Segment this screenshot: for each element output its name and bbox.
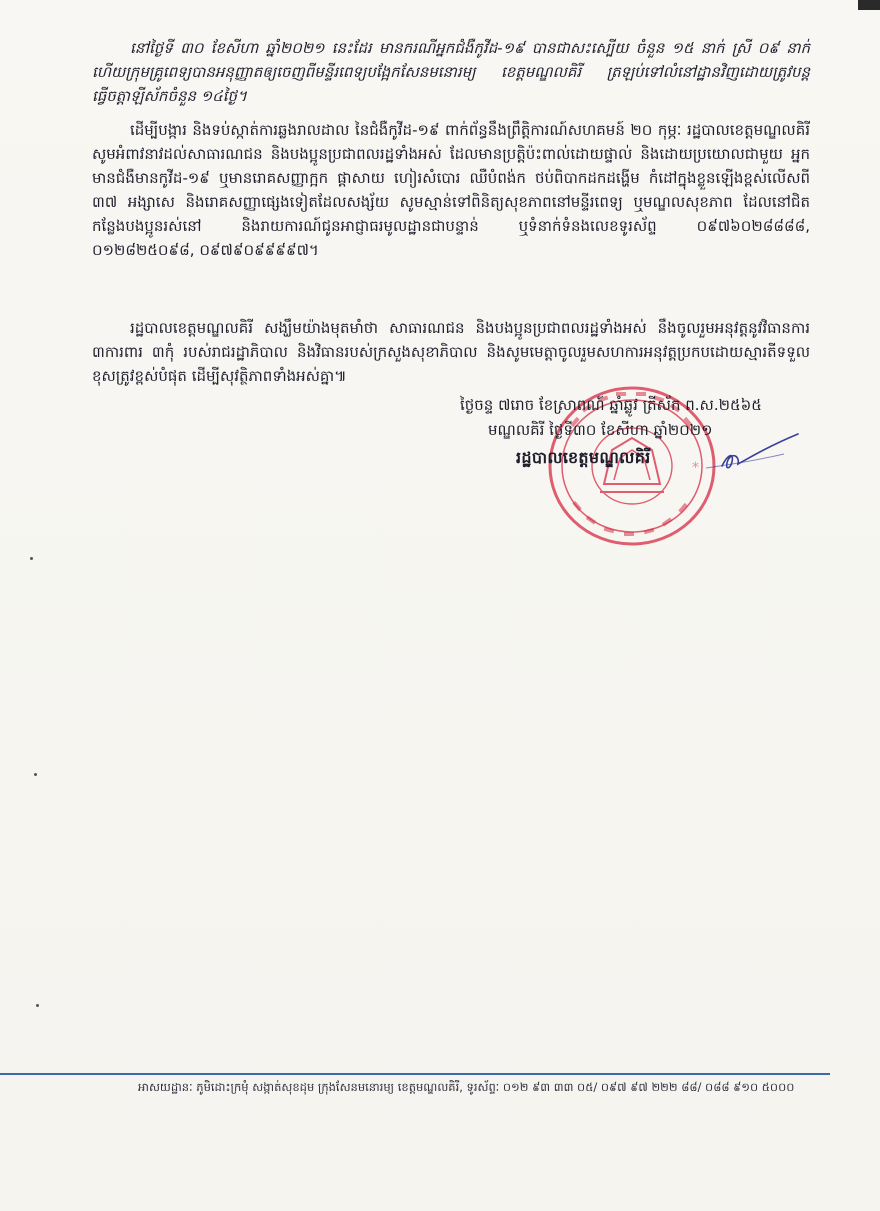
footer-address: អាសយដ្ឋានៈ ភូមិដោះក្រមុំ សង្កាត់សុខដុម ក្រុងសែនមនោរម្យ ខេត្តមណ្ឌលគិរី, ទូរស័ព្ទៈ ០១២ ៩៣ ៣៣ ០៥/ ០៩៧ ៩៧ ២២២ ៨៨/ ០៨៨ ៩១០ ៥០០០ [138, 1080, 795, 1094]
handwritten-signature [694, 430, 804, 480]
scan-speck [36, 1004, 39, 1007]
issuing-authority: រដ្ឋបាលខេត្តមណ្ឌលគិរី [516, 448, 651, 467]
scan-speck [30, 557, 33, 560]
scan-edge-mark [858, 0, 880, 10]
place-and-date: មណ្ឌលគិរី ថ្ងៃទី៣០ ខែសីហា ឆ្នាំ២០២១ [488, 421, 713, 439]
footer-divider [0, 1073, 830, 1075]
paragraph-closing-appeal: រដ្ឋបាលខេត្តមណ្ឌលគិរី សង្ឃឹមយ៉ាងមុតមាំថា សាធារណជន និងបងប្អូនប្រជាពលរដ្ឋទាំងអស់ នឹងចូលរួមអនុវត្តនូវវិធានការ ៣ការពារ ៣កុំ របស់រាជរដ្ឋាភិបាល និងវិធានរបស់ក្រសួងសុខាភិបាល និងសូមមេត្តាចូលរួមសហការអនុវត្តប្រកបដោយស្មារតីទទួលខុសត្រូវខ្ពស់បំផុត ដើម្បីសុវត្ថិភាពទាំងអស់គ្នា៕ [92, 319, 810, 385]
paragraph-recovered-cases: នៅថ្ងៃទី ៣០ ខែសីហា ឆ្នាំ២០២១ នេះដែរ មានករណីអ្នកជំងឺកូវីដ-១៩ បានជាសះស្បើយ ចំនួន ១៥ នាក់ ស្រី ០៩ នាក់ ហើយក្រុមគ្រូពេទ្យបានអនុញ្ញាតឲ្យចេញពីមន្ទីរពេទ្យបង្អែកសែនមនោរម្យ ខេត្តមណ្ឌលគិរី ត្រឡប់ទៅលំនៅដ្ឋានវិញដោយត្រូវបន្តធ្វើចត្តាឡីស័កចំនួន ១៤ថ្ងៃ។ [92, 39, 810, 105]
lunar-date: ថ្ងៃចន្ទ ៧រោច ខែស្រាពណ៍ ឆ្នាំឆ្លូវ ត្រីស័ក ព.ស.២៥៦៥ [460, 396, 762, 414]
paragraph-prevention-appeal: ដើម្បីបង្ការ និងទប់ស្កាត់ការឆ្លងរាលដាល នៃជំងឺកូវីដ-១៩ ពាក់ព័ន្ធនឹងព្រឹត្តិការណ៍សហគមន៍ ២០ កុម្ភៈ រដ្ឋបាលខេត្តមណ្ឌលគិរី សូមអំពាវនាវដល់សាធារណជន និងបងប្អូនប្រជាពលរដ្ឋទាំងអស់ ដែលមានប្រត្តិប៉ះពាល់ដោយផ្ទាល់ និងដោយប្រយោលជាមួយ អ្នកមានជំងឺមានកូវីដ-១៩ ឬមានរោគសញ្ញាក្អក ផ្តាសាយ ហៀរសំបោរ ឈឺបំពង់ក ថប់ពិបាកដកដង្ហើម កំដៅក្នុងខ្លួនឡើងខ្ពស់លើសពី ៣៧ អង្សាសេ និងរោគសញ្ញាផ្សេងទៀតដែលសង្ស័យ សូមស្មាន់ទៅពិនិត្យសុខភាពនៅមន្ទីរពេទ្យ ឬមណ្ឌលសុខភាព ដែលនៅជិតកន្លែងបងប្អូនរស់នៅ និងរាយការណ៍ជូនអាជ្ញាធរមូលដ្ឋានជាបន្ទាន់ ឬទំនាក់ទំនងលេខទូរស័ព្ទ ០៩៧៦០២៨៨៨៨, ០១២៨២៥០៩៨, ០៩៧៩០៩៩៩៩៧។ [92, 121, 810, 259]
svg-text:*: * [692, 460, 699, 476]
scan-speck [34, 773, 37, 776]
